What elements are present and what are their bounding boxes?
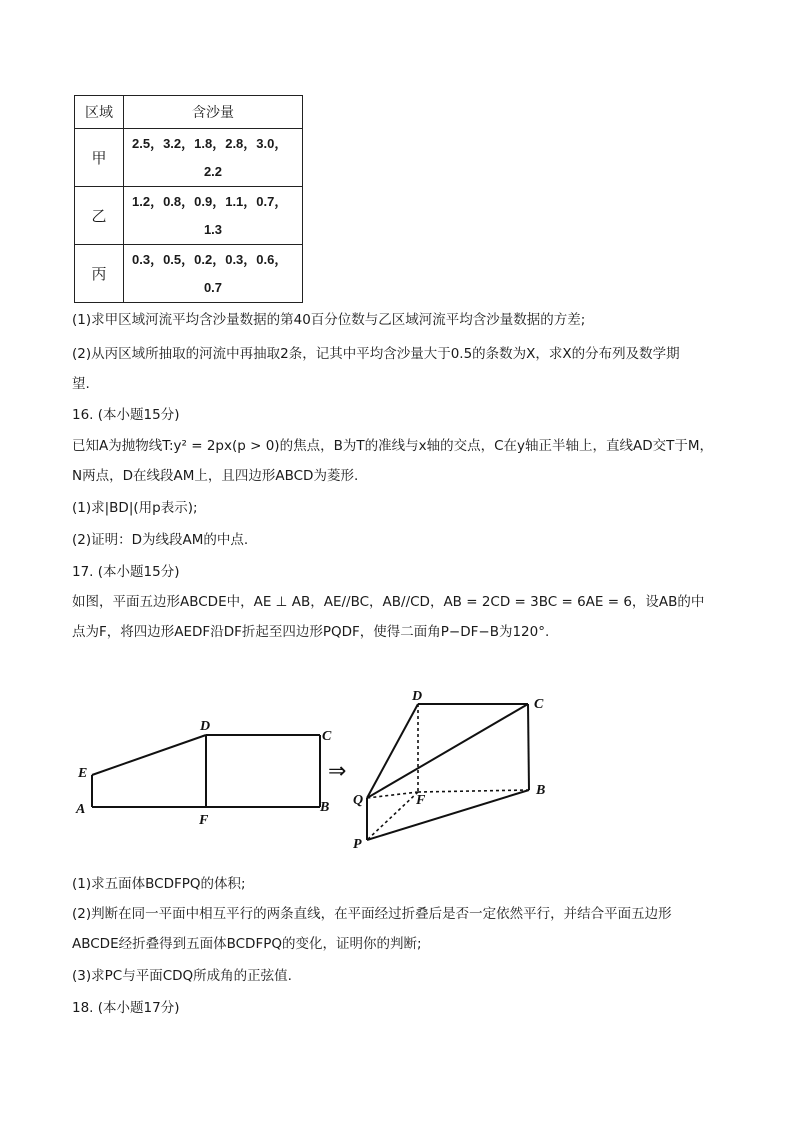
values-line1: 1.2，0.8，0.9，1.1，0.7， [132,193,288,209]
folded-solid [367,704,529,840]
region-cell: 丙 [75,245,124,303]
values-line2: 0.7 [203,279,223,295]
region-cell: 甲 [75,129,124,187]
q17-part2-line2: ABCDE经折叠得到五面体BCDFPQ的变化，证明你的判断; [72,936,422,952]
q17-part1: (1)求五面体BCDFPQ的体积; [72,876,246,892]
header-region: 区域 [75,96,124,129]
values-line1: 2.5，3.2，1.8，2.8，3.0， [132,135,288,151]
values-line1: 0.3，0.5，0.2，0.3，0.6， [132,251,288,267]
values-line2: 2.2 [203,163,223,179]
values-line2: 1.3 [203,221,223,237]
region-cell: 乙 [75,187,124,245]
values-cell [124,129,303,187]
label-A: A [76,802,86,817]
planar-pentagon [92,735,320,807]
label-F-right: F [416,793,426,808]
table-header-row [75,96,303,129]
q15-part2-line2: 望. [72,376,90,392]
sand-content-table [74,95,303,303]
label-D-right: D [412,689,423,704]
q16-heading: 16. (本小题15分) [72,407,180,423]
q17-heading: 17. (本小题15分) [72,564,180,580]
q16-part1: (1)求|BD|(用p表示); [72,500,198,516]
transform-arrow: ⇒ [328,759,347,784]
q17-stem-line1: 如图，平面五边形ABCDE中，AE ⊥ AB，AE//BC，AB//CD，AB = 2CD = 3BC = 6AE = 6，设AB的中 [72,594,705,610]
label-E: E [78,766,88,781]
table-row [75,187,303,245]
label-B: B [320,800,330,815]
hidden-edges [367,704,529,840]
label-D: D [200,719,211,734]
label-P: P [353,837,362,852]
label-C: C [322,729,332,744]
q15-part2-line1: (2)从丙区域所抽取的河流中再抽取2条，记其中平均含沙量大于0.5的条数为X，求X的分布列及数学期 [72,346,680,362]
table-row [75,129,303,187]
label-C-right: C [534,697,544,712]
label-B-right: B [536,783,546,798]
values-cell [124,245,303,303]
header-sand-content: 含沙量 [124,96,303,129]
table-row [75,245,303,303]
label-F: F [199,813,209,828]
values-cell [124,187,303,245]
q17-stem-line2: 点为F，将四边形AEDF沿DF折起至四边形PQDF，使得二面角P−DF−B为120°. [72,624,550,640]
q17-part2-line1: (2)判断在同一平面中相互平行的两条直线，在平面经过折叠后是否一定依然平行，并结合平面五边形 [72,906,672,922]
q16-stem-line1: 已知A为抛物线T:y² = 2px(p > 0)的焦点，B为T的准线与x轴的交点，C在y轴正半轴上，直线AD交T于M， [72,438,714,454]
q16-stem-line2: N两点，D在线段AM上，且四边形ABCD为菱形. [72,468,359,484]
label-Q: Q [353,793,364,808]
q18-heading: 18. (本小题17分) [72,1000,180,1016]
q17-part3: (3)求PC与平面CDQ所成角的正弦值. [72,968,292,984]
q16-part2: (2)证明：D为线段AM的中点. [72,532,249,548]
q15-part1: (1)求甲区域河流平均含沙量数据的第40百分位数与乙区域河流平均含沙量数据的方差; [72,312,586,328]
folding-figure [70,680,570,855]
